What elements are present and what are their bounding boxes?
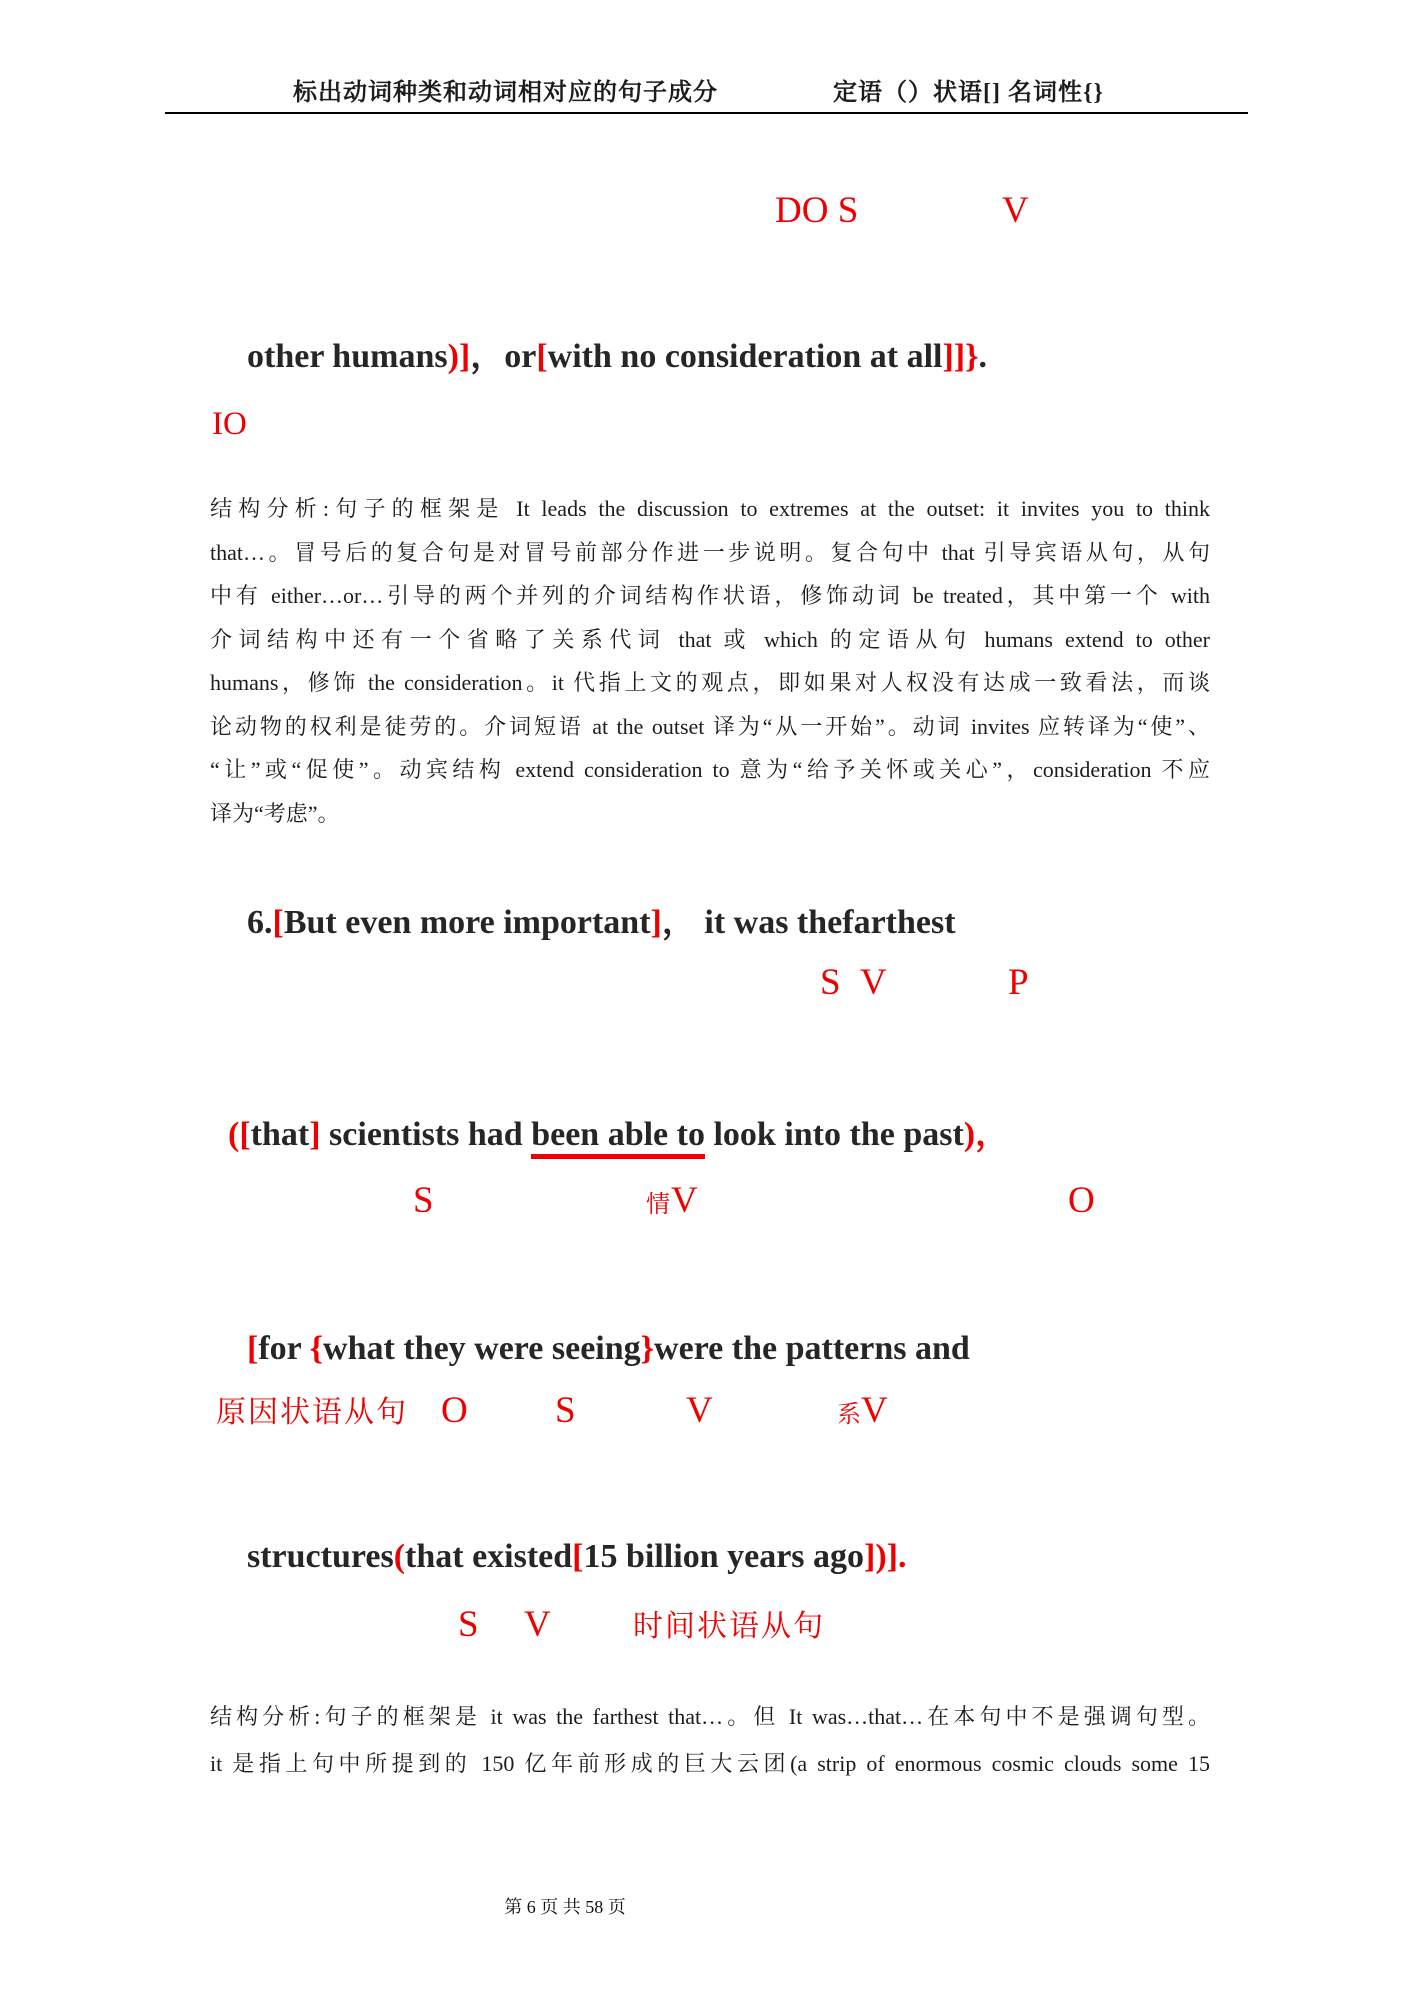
brackets-open-red: ([: [228, 1115, 251, 1153]
bracket-close-red: )]: [447, 337, 471, 375]
sentence-1-or: or: [504, 337, 537, 375]
brackets-close-period-red: ])].: [864, 1537, 907, 1575]
paragraph-analysis-1: [210, 487, 1210, 835]
analysis-1-line-5: humans，修饰 the consideration。it 代指上文的观点，即如果对人权没有达成一致看法，而谈: [210, 670, 1210, 695]
annotation-o-1: O: [1068, 1180, 1095, 1221]
annotation-o-2: O: [441, 1390, 468, 1431]
brackets-close-red: ]]}: [942, 337, 979, 375]
bracket-close-red: ]: [309, 1115, 321, 1153]
brace-open-red: {: [309, 1329, 324, 1367]
analysis-2-line-2: it 是指上句中所提到的 150 亿年前形成的巨大云团(a strip of enormous cosmic clouds some 15: [210, 1751, 1210, 1776]
annotation-v-1: V: [1002, 190, 1029, 231]
sentence-5-text: that existed: [405, 1537, 573, 1575]
annotation-io: IO: [212, 406, 247, 442]
that-word: that: [250, 1115, 310, 1153]
analysis-1-line-4: 介词结构中还有一个省略了关系代词 that 或 which 的定语从句 humans extend to other: [210, 626, 1210, 652]
bracket-open-red: [: [536, 337, 548, 375]
section-number: 6.: [247, 903, 273, 941]
annotation-s-5: S: [458, 1604, 479, 1645]
header-left-title: 标出动词种类和动词相对应的句子成分: [293, 80, 718, 106]
annotation-s-4: S: [555, 1390, 576, 1431]
sentence-1-text-2: with no consideration at all: [547, 337, 943, 375]
annotation-v-3: V: [671, 1180, 698, 1221]
sentence-3-text-2: look into the past: [704, 1115, 964, 1153]
comma: ，: [470, 337, 505, 375]
for-word: for: [258, 1329, 310, 1367]
annotation-v-6: V: [524, 1604, 551, 1645]
annotation-qing: 情: [646, 1192, 670, 1218]
bracket-open-red: [: [572, 1537, 584, 1575]
sentence-3-text: scientists had: [320, 1115, 532, 1153]
analysis-1-line-7: “让”或“促使”。动宾结构 extend consideration to 意为“给予关怀或关心”，consideration 不应: [210, 757, 1210, 782]
section-6-heading: [213, 862, 956, 984]
underlined-phrase: been able to: [531, 1116, 705, 1159]
paren-close-comma-red: )，: [963, 1115, 1010, 1153]
page-number-footer: 第 6 页 共 58 页: [504, 1897, 626, 1917]
header-rule: [165, 74, 1248, 114]
analysis-1-line-6: 论动物的权利是徒劳的。介词短语 at the outset 译为“从一开始”。动词 invites 应转译为“使”、: [210, 713, 1210, 739]
analysis-2-line-1: 结构分析:句子的框架是 it was the farthest that…。但 It was…that…在本句中不是强调句型。: [210, 1704, 1210, 1729]
annotation-s-2: S: [820, 962, 841, 1003]
paren-open-red: (: [393, 1537, 406, 1575]
sentence-fragment-4: [213, 1288, 970, 1410]
sentence-4-text-2: were the patterns and: [654, 1329, 970, 1367]
sentence-4-text: what they were seeing: [323, 1329, 641, 1367]
structures-word: structures: [247, 1537, 394, 1575]
sentence-fragment-1: [213, 296, 987, 418]
annotation-v-4: V: [686, 1390, 713, 1431]
heading-text: But even more important: [283, 903, 651, 941]
annotation-reason-clause-label: 原因状语从句: [216, 1396, 408, 1429]
annotation-xi: 系: [837, 1402, 861, 1428]
annotation-time-clause-label: 时间状语从句: [633, 1610, 825, 1643]
annotation-s-3: S: [413, 1180, 434, 1221]
annotation-p: P: [1008, 962, 1029, 1003]
header-right-legend: 定语（）状语[] 名词性{}: [833, 80, 1104, 106]
sentence-5-text-2: 15 billion years ago: [583, 1537, 865, 1575]
sentence-1-text: other humans: [247, 337, 448, 375]
heading-text-2: it was thefarthest: [695, 903, 956, 941]
bracket-open-red: [: [272, 903, 284, 941]
annotation-v-2: V: [860, 962, 887, 1003]
analysis-1-line-1: 结构分析:句子的框架是 It leads the discussion to extremes at the outset: it invites you to think: [210, 496, 1210, 521]
brace-close-red: }: [640, 1329, 655, 1367]
bracket-open-red: [: [247, 1329, 259, 1367]
annotation-do-s: DO S: [775, 190, 859, 231]
analysis-1-line-2: that…。冒号后的复合句是对冒号前部分作进一步说明。复合句中 that 引导宾语从句，从句: [210, 539, 1210, 565]
bracket-close-red: ]: [650, 903, 662, 941]
analysis-1-line-8: 译为“考虑”。: [210, 800, 340, 826]
annotation-v-5: V: [861, 1390, 888, 1431]
paragraph-analysis-2: [210, 1693, 1210, 1787]
sentence-fragment-5: [213, 1496, 907, 1618]
sentence-fragment-3: [194, 1074, 1009, 1196]
period: .: [978, 337, 988, 375]
analysis-1-line-3: 中有 either…or…引导的两个并列的介词结构作状语，修饰动词 be treated，其中第一个 with: [210, 583, 1210, 608]
comma: ，: [661, 903, 696, 941]
